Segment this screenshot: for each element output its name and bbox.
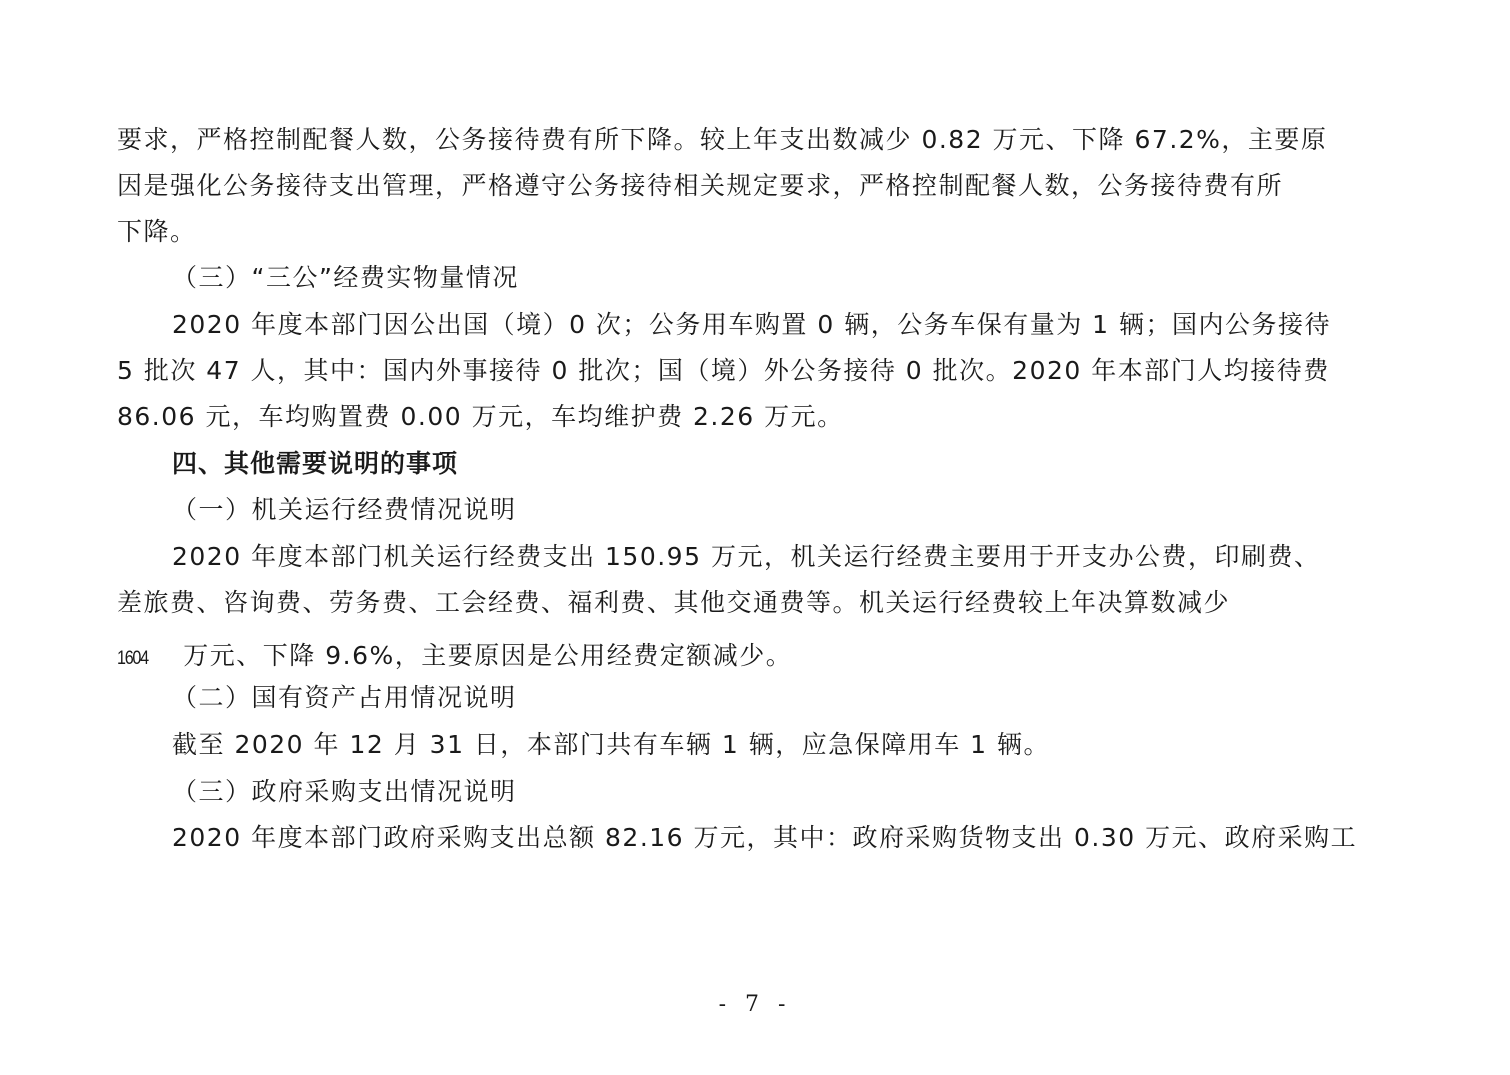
section-heading: （三）“三公”经费实物量情况 [172, 263, 519, 292]
paragraph-line: 5 批次 47 人，其中：国内外事接待 0 批次；国（境）外公务接待 0 批次。2020 年本部门人均接待费 [117, 356, 1330, 385]
page-number: - 7 - [718, 992, 792, 1017]
paragraph-line: 差旅费、咨询费、劳务费、工会经费、福利费、其他交通费等。机关运行经费较上年决算数减少 [117, 588, 1231, 617]
paragraph-line: 86.06 元，车均购置费 0.00 万元，车均维护费 2.26 万元。 [117, 402, 844, 431]
subsection-heading: （二）国有资产占用情况说明 [172, 683, 517, 712]
paragraph-line [117, 641, 792, 674]
section-heading-bold: 四、其他需要说明的事项 [172, 449, 459, 478]
paragraph-line: 下降。 [117, 217, 197, 246]
paragraph-line-text: 万元、下降 9.6%，主要原因是公用经费定额减少。 [183, 641, 793, 670]
subsection-heading: （三）政府采购支出情况说明 [172, 777, 517, 806]
subsection-heading: （一）机关运行经费情况说明 [172, 495, 517, 524]
paragraph-line: 2020 年度本部门机关运行经费支出 150.95 万元，机关运行经费主要用于开支办公费，印刷费、 [172, 542, 1321, 571]
paragraph-line: 2020 年度本部门政府采购支出总额 82.16 万元，其中：政府采购货物支出 0.30 万元、政府采购工 [172, 823, 1358, 852]
paragraph-line: 截至 2020 年 12 月 31 日，本部门共有车辆 1 辆，应急保障用车 1 辆。 [172, 730, 1051, 759]
paragraph-line: 因是强化公务接待支出管理，严格遵守公务接待相关规定要求，严格控制配餐人数，公务接待费有所 [117, 171, 1284, 200]
paragraph-line: 2020 年度本部门因公出国（境）0 次；公务用车购置 0 辆，公务车保有量为 1 辆；国内公务接待 [172, 310, 1332, 339]
paragraph-line: 要求，严格控制配餐人数，公务接待费有所下降。较上年支出数减少 0.82 万元、下降 67.2%，主要原 [117, 125, 1328, 154]
inline-number: 1604 [117, 648, 148, 669]
